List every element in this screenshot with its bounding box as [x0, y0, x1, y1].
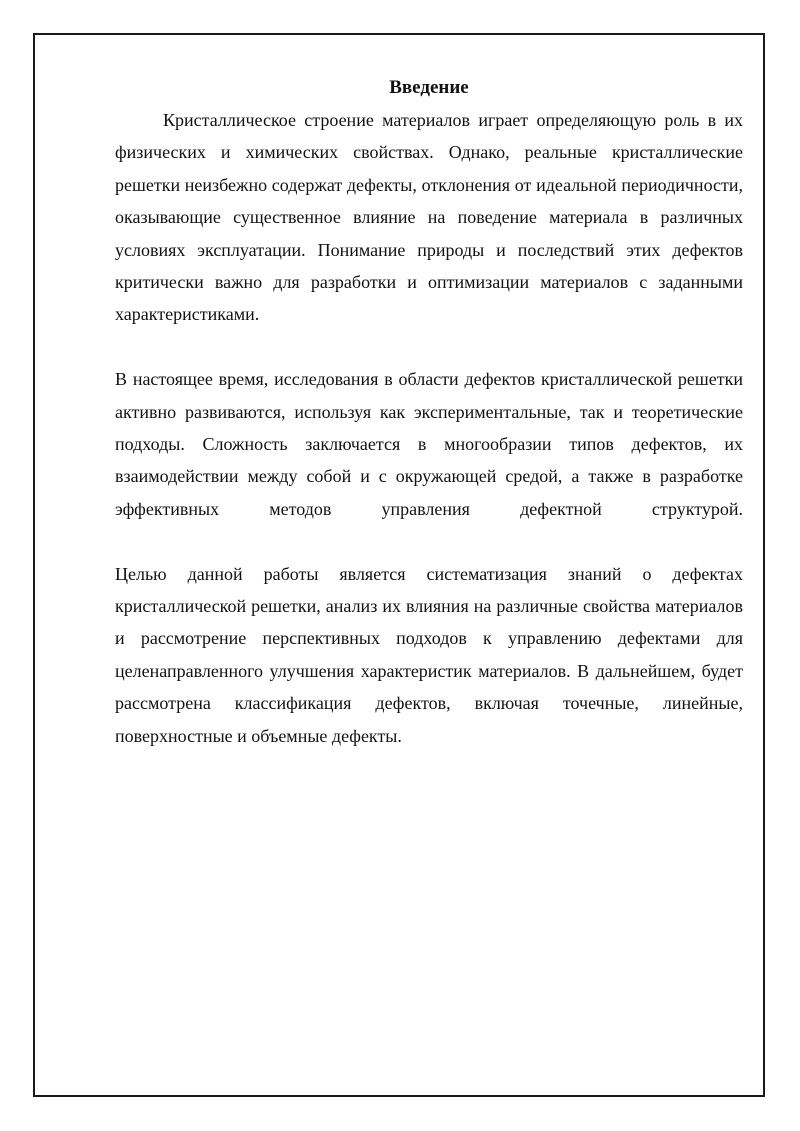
- paragraph-2: В настоящее время, исследования в области дефектов кристаллической решетки активно развиваются, используя как экспериментальные, так и теоретические подходы. Сложность заключается в многообразии типов дефектов, их взаимодействии между собой и с окружающей средой, а также в разработке эффективных методов управления дефектной структурой.: [115, 369, 743, 519]
- paragraph-3: Целью данной работы является систематизация знаний о дефектах кристаллической решетки, анализ их влияния на различные свойства материалов и рассмотрение перспективных подходов к управлению дефектами для целенаправленного улучшения характеристик материалов. В дальнейшем, будет рассмотрена классификация дефектов, включая точечные, линейные, поверхностные и объемные дефекты.: [115, 563, 743, 746]
- paragraph-spacer: [115, 331, 743, 363]
- document-title: Введение: [389, 77, 469, 98]
- paragraph-1: Кристаллическое строение материалов играет определяющую роль в их физических и химических свойствах. Однако, реальные кристаллические решетки неизбежно содержат дефекты, отклонения от идеальной периодичности, оказывающие существенное влияние на поведение материала в различных условиях эксплуатации. Понимание природы и последствий этих дефектов критически важно для разработки и оптимизации материалов с заданными характеристиками.: [115, 110, 743, 325]
- paragraph-spacer: [115, 525, 743, 557]
- document-body: [115, 72, 743, 752]
